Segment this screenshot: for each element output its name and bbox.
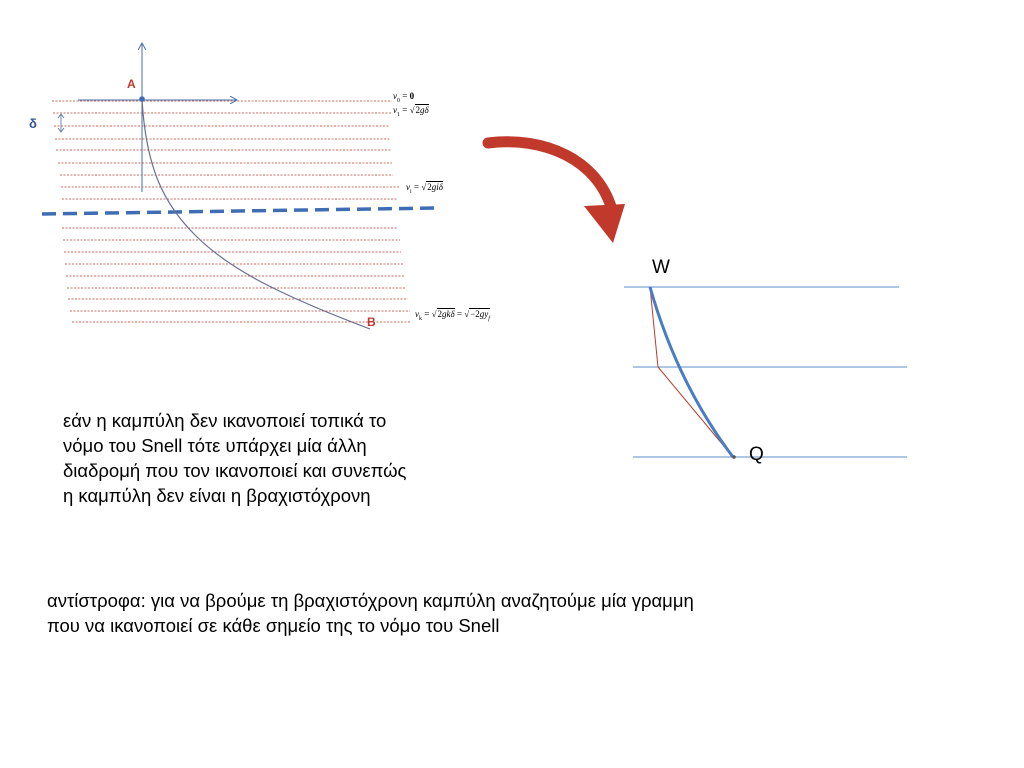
- formula-vk: $v_k = √2gk\delta = √-2gy_f$: [415, 309, 490, 322]
- paragraph1-line: εάν η καμπύλη δεν ικανοποιεί τοπικά το: [63, 410, 387, 431]
- formula-vi: $v_i = √2gi\delta$: [406, 182, 443, 195]
- explanation-paragraph: [63, 408, 533, 508]
- point-a-dot: [139, 96, 145, 102]
- paragraph1-line: νόμο του Snell τότε υπάρχει μία άλλη: [63, 435, 367, 456]
- delta-arrow: [58, 114, 64, 132]
- brachistochrone-curve: [142, 99, 370, 329]
- label-b: B: [367, 315, 376, 329]
- label-delta: δ: [29, 116, 37, 131]
- boundary-dashed-line: [42, 208, 436, 214]
- paragraph2-line: που να ικανοποιεί σε κάθε σημείο της το νόμο του Snell: [47, 615, 500, 636]
- conclusion-paragraph: [47, 588, 947, 638]
- paragraph1-line: η καμπύλη δεν είναι η βραχιστόχρονη: [63, 485, 371, 506]
- transition-arrow: [488, 142, 625, 243]
- right-layer-lines: [624, 287, 907, 457]
- label-w: W: [652, 257, 670, 278]
- paragraph1-line: διαδρομή που τον ικανοποιεί και συνεπώς: [63, 460, 407, 481]
- label-q: Q: [749, 444, 764, 465]
- label-a: A: [127, 77, 136, 91]
- formula-v1: $v_1 = √2g\delta$: [393, 105, 429, 118]
- formula-v0: $v_0 = 0$: [393, 91, 415, 104]
- layer-lines-lower: [62, 228, 410, 322]
- paragraph2-line: αντίστροφα: για να βρούμε τη βραχιστόχρονη καμπύλη αναζητούμε μία γραμμη: [47, 590, 694, 611]
- point-q-dot: [732, 455, 736, 459]
- layer-lines-upper: [52, 101, 400, 199]
- alternative-path-line: [650, 287, 733, 457]
